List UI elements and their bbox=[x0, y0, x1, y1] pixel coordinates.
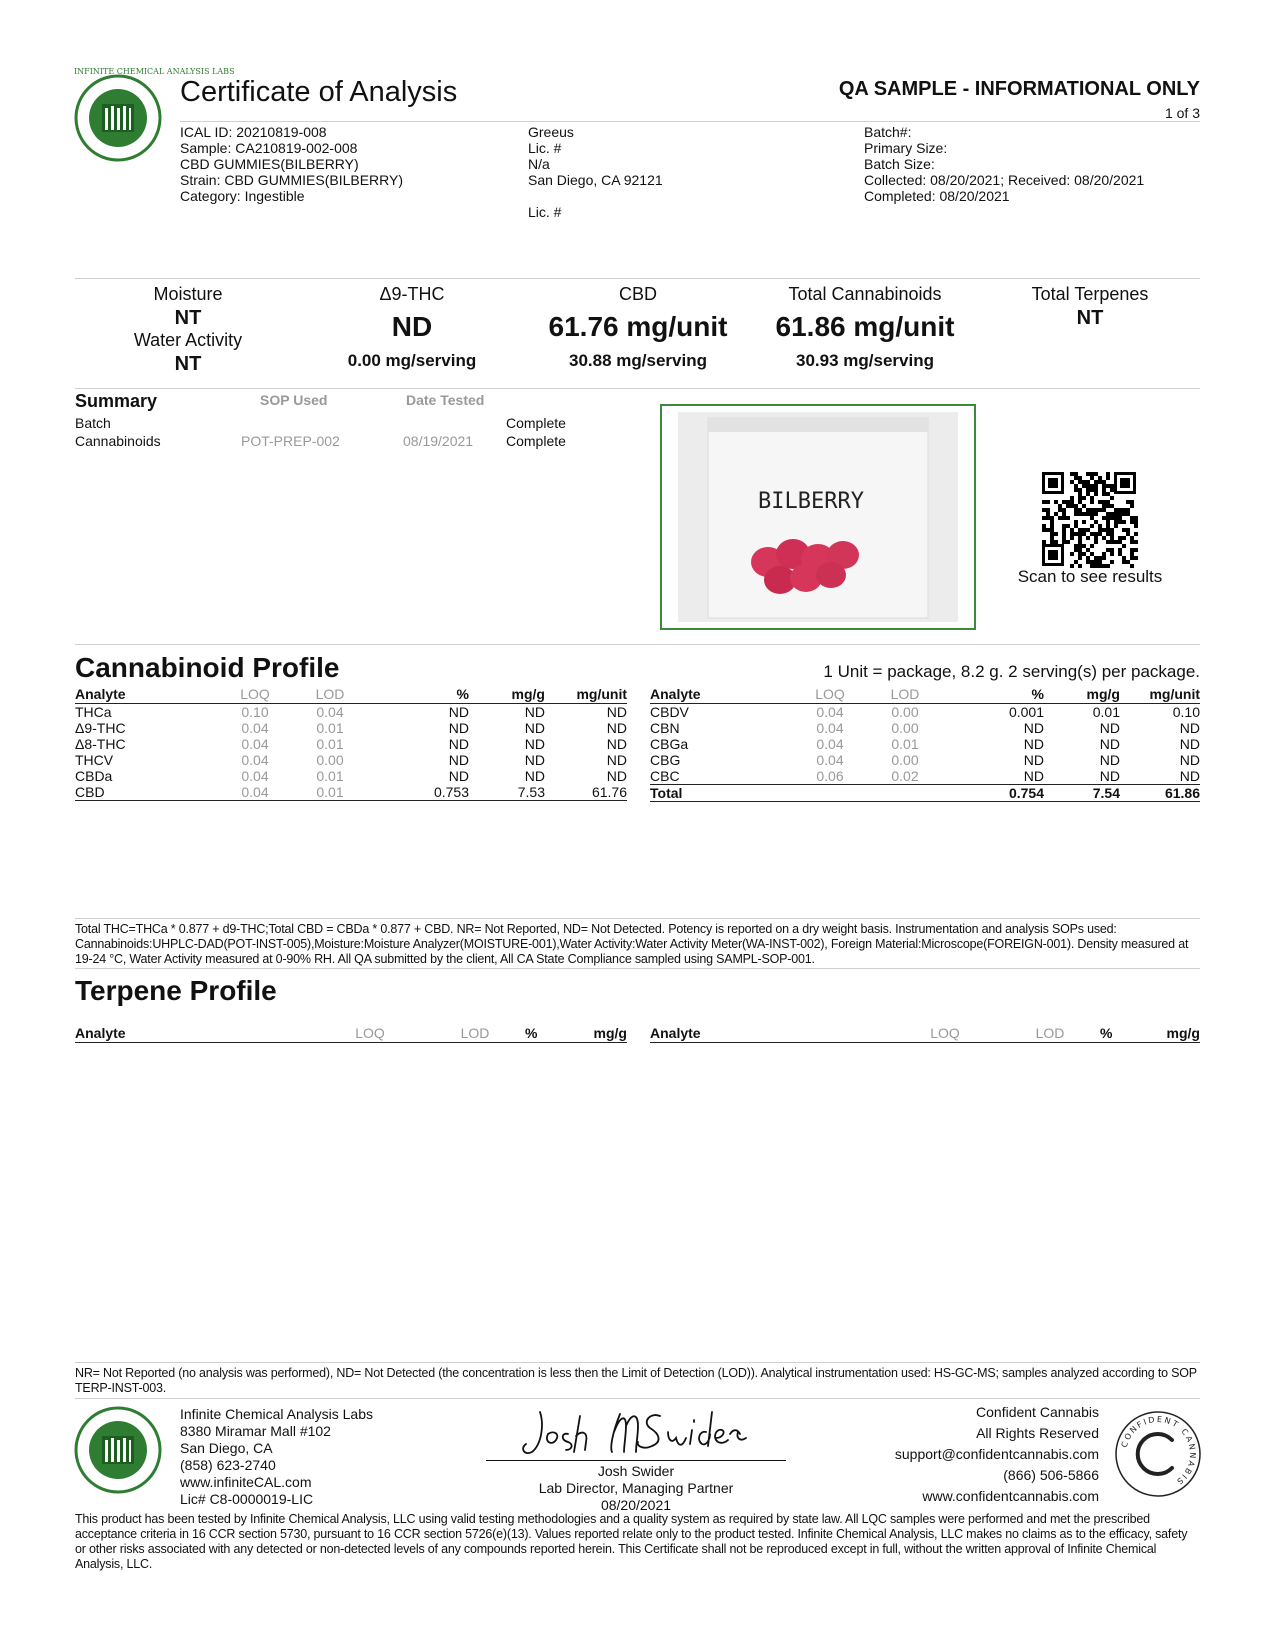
sample-photo bbox=[678, 412, 958, 622]
client-license-2: Lic. # bbox=[528, 204, 562, 220]
cell-lod: 0.00 bbox=[891, 752, 919, 768]
ical-id: ICAL ID: 20210819-008 bbox=[180, 124, 327, 140]
lab-street: 8380 Miramar Mall #102 bbox=[180, 1423, 331, 1439]
cell-mg-unit: ND bbox=[606, 768, 627, 784]
sample-photo-frame bbox=[660, 404, 976, 630]
cell-mg-g: ND bbox=[1099, 720, 1120, 736]
qa-sample-label: QA SAMPLE - INFORMATIONAL ONLY bbox=[838, 78, 1200, 100]
terp-col-percent: % bbox=[525, 1026, 565, 1043]
terp-col-loq: LOQ bbox=[890, 1026, 1000, 1043]
total-cannabinoids-label: Total Cannabinoids bbox=[788, 284, 942, 304]
client-name: Greeus bbox=[528, 124, 574, 140]
cell-loq: 0.04 bbox=[241, 768, 269, 784]
col-percent: % bbox=[950, 687, 1044, 704]
cell-lod: 0.01 bbox=[891, 736, 919, 752]
cc-website[interactable]: www.confidentcannabis.com bbox=[922, 1488, 1099, 1504]
total-analyte: Total bbox=[650, 785, 800, 802]
cell-lod: 0.01 bbox=[316, 768, 344, 784]
header-divider bbox=[180, 121, 1200, 122]
cell-percent: ND bbox=[448, 720, 469, 736]
cell-loq: 0.04 bbox=[241, 720, 269, 736]
qr-caption: Scan to see results bbox=[1017, 567, 1163, 586]
metric-d9-thc bbox=[302, 284, 522, 371]
signer-title: Lab Director, Managing Partner bbox=[538, 1480, 734, 1496]
cell-analyte: CBC bbox=[650, 768, 680, 784]
cell-percent: 0.753 bbox=[375, 784, 469, 801]
water-activity-value: NT bbox=[174, 353, 202, 375]
terp-col-percent: % bbox=[1100, 1026, 1140, 1043]
bag-label-text: BILBERRY bbox=[758, 489, 864, 514]
batch-size: Batch Size: bbox=[864, 156, 935, 172]
cc-rights: All Rights Reserved bbox=[976, 1425, 1099, 1441]
cell-mg-g: ND bbox=[1099, 752, 1120, 768]
lab-logo-seal-footer bbox=[74, 1406, 162, 1494]
summary-row-cannabinoids-sop: POT-PREP-002 bbox=[241, 433, 340, 449]
summary-row-batch-name: Batch bbox=[75, 415, 111, 431]
terp-col-lod: LOD bbox=[425, 1026, 525, 1043]
total-cannabinoids-serving: 30.93 mg/serving bbox=[796, 351, 934, 370]
cell-mg-g: ND bbox=[1099, 768, 1120, 784]
terpene-table-left bbox=[75, 1026, 627, 1043]
lab-phone: (858) 623-2740 bbox=[180, 1457, 276, 1473]
cell-analyte: CBDV bbox=[650, 704, 689, 720]
summary-row-cannabinoids-name: Cannabinoids bbox=[75, 433, 161, 449]
lab-website[interactable]: www.infiniteCAL.com bbox=[180, 1474, 312, 1490]
col-analyte: Analyte bbox=[75, 687, 225, 704]
col-percent: % bbox=[375, 687, 469, 704]
table-row bbox=[75, 784, 627, 801]
terpene-method-note: NR= Not Reported (no analysis was performed), ND= Not Detected (the concentration is less then the Limit of Detection (LOD)). Analytical instrumentation used: HS-GC-MS; samples analyzed according to SOP TERP-INST-003. bbox=[75, 1366, 1197, 1395]
signature-image bbox=[510, 1404, 770, 1460]
cell-lod: 0.01 bbox=[316, 736, 344, 752]
col-mg-g: mg/g bbox=[1044, 687, 1120, 704]
cell-mg-unit: ND bbox=[1179, 736, 1200, 752]
table-row bbox=[650, 704, 1200, 721]
cannabinoid-profile-title: Cannabinoid Profile bbox=[75, 652, 340, 683]
note-top-divider bbox=[75, 918, 1200, 919]
terp-col-analyte: Analyte bbox=[650, 1026, 890, 1043]
cell-loq: 0.04 bbox=[816, 752, 844, 768]
cell-mg-g: ND bbox=[524, 720, 545, 736]
table-row bbox=[650, 752, 1200, 768]
confident-cannabis-logo bbox=[1114, 1410, 1202, 1498]
summary-col-date: Date Tested bbox=[406, 392, 485, 408]
summary-row-batch-status: Complete bbox=[506, 415, 566, 431]
cell-loq: 0.04 bbox=[225, 784, 285, 801]
cell-lod: 0.00 bbox=[891, 720, 919, 736]
cell-mg-unit: 0.10 bbox=[1172, 704, 1200, 720]
moisture-value: NT bbox=[174, 307, 202, 329]
col-mg-g: mg/g bbox=[469, 687, 545, 704]
cell-loq: 0.10 bbox=[241, 704, 269, 720]
terp-col-analyte: Analyte bbox=[75, 1026, 315, 1043]
metric-total-terpenes bbox=[980, 284, 1200, 330]
cell-analyte: CBN bbox=[650, 720, 680, 736]
lab-logo-seal bbox=[74, 67, 235, 162]
signer-block bbox=[486, 1463, 786, 1514]
terpene-profile-title: Terpene Profile bbox=[75, 975, 277, 1006]
note-bottom-divider bbox=[75, 968, 1200, 969]
sample-id: Sample: CA210819-002-008 bbox=[180, 140, 358, 156]
total-row bbox=[650, 785, 1200, 802]
col-lod: LOD bbox=[860, 687, 950, 704]
total-lod bbox=[860, 785, 950, 802]
col-loq: LOQ bbox=[800, 687, 860, 704]
cell-analyte: THCV bbox=[75, 752, 114, 768]
cell-mg-unit: ND bbox=[1179, 752, 1200, 768]
col-mg-unit: mg/unit bbox=[1120, 687, 1200, 704]
cell-analyte: Δ9-THC bbox=[75, 720, 126, 736]
cell-lod: 0.04 bbox=[316, 704, 344, 720]
cell-percent: ND bbox=[1023, 720, 1044, 736]
cell-mg-unit: ND bbox=[1179, 720, 1200, 736]
signature-line bbox=[486, 1460, 786, 1461]
cell-loq: 0.04 bbox=[816, 704, 844, 720]
cell-loq: 0.04 bbox=[816, 736, 844, 752]
table-row bbox=[75, 704, 627, 721]
cell-loq: 0.04 bbox=[241, 752, 269, 768]
lab-city: San Diego, CA bbox=[180, 1440, 273, 1456]
cell-loq: 0.04 bbox=[241, 736, 269, 752]
lab-address bbox=[180, 1406, 373, 1508]
cell-percent: ND bbox=[1023, 752, 1044, 768]
client-license: Lic. # bbox=[528, 140, 562, 156]
metrics-bottom-divider bbox=[75, 388, 1200, 389]
table-row bbox=[650, 768, 1200, 785]
client-address-line: N/a bbox=[528, 156, 550, 172]
completed-date: Completed: 08/20/2021 bbox=[864, 188, 1010, 204]
summary-row-cannabinoids-date: 08/19/2021 bbox=[403, 433, 474, 449]
cell-percent: ND bbox=[1023, 736, 1044, 752]
cell-mg-g: ND bbox=[1099, 736, 1120, 752]
table-row bbox=[650, 736, 1200, 752]
cell-percent: ND bbox=[448, 736, 469, 752]
cell-mg-unit: ND bbox=[606, 720, 627, 736]
cc-phone: (866) 506-5866 bbox=[1003, 1467, 1099, 1483]
summary-title: Summary bbox=[75, 391, 158, 411]
page-number: 1 of 3 bbox=[1164, 105, 1200, 121]
cbd-value: 61.76 mg/unit bbox=[548, 311, 728, 342]
terp-col-loq: LOQ bbox=[315, 1026, 425, 1043]
summary-row-cannabinoids-status: Complete bbox=[506, 433, 566, 449]
d9-thc-label: Δ9-THC bbox=[379, 284, 445, 304]
cell-lod: 0.00 bbox=[316, 752, 344, 768]
metric-total-cannabinoids bbox=[750, 284, 980, 371]
cell-mg-unit: ND bbox=[1179, 768, 1200, 784]
product-name: CBD GUMMIES(BILBERRY) bbox=[180, 156, 359, 172]
sample-info bbox=[180, 124, 403, 204]
legal-disclaimer: This product has been tested by Infinite Chemical Analysis, LLC using valid testing methodologies and a quality system as required by state law. All LQC samples were performed and met the prescribed acceptance criteria in 16 CCR section 5730, pursuant to 16 CCR section 5726(e)(13). Values reported relate only to the product tested. Infinite Chemical Analysis, LLC makes no claims as to the efficacy, safety or other risks associated with any detected or non-detected levels of any compounds reported herein. This Certificate shall not be reproduced except in full, without the written approval of Infinite Chemical Analysis, LLC. bbox=[75, 1512, 1188, 1571]
summary-col-sop: SOP Used bbox=[260, 392, 328, 408]
terpene-table-right bbox=[650, 1026, 1200, 1043]
cc-name: Confident Cannabis bbox=[976, 1404, 1099, 1420]
cell-percent: ND bbox=[448, 704, 469, 720]
d9-thc-serving: 0.00 mg/serving bbox=[347, 351, 477, 370]
primary-size: Primary Size: bbox=[864, 140, 948, 156]
cbd-serving: 30.88 mg/serving bbox=[569, 351, 707, 370]
seal-ring-text: INFINITE CHEMICAL ANALYSIS LABS bbox=[74, 67, 235, 76]
cell-mg-g: 7.53 bbox=[469, 784, 545, 801]
cell-percent: ND bbox=[448, 752, 469, 768]
table-row bbox=[75, 720, 627, 736]
collected-received: Collected: 08/20/2021; Received: 08/20/2021 bbox=[864, 172, 1145, 188]
cell-mg-g: ND bbox=[524, 736, 545, 752]
cell-analyte: Δ8-THC bbox=[75, 736, 126, 752]
table-row bbox=[75, 752, 627, 768]
qr-code[interactable] bbox=[1042, 472, 1136, 566]
sign-date: 08/20/2021 bbox=[600, 1497, 672, 1513]
total-terpenes-value: NT bbox=[1076, 307, 1104, 329]
cell-percent: ND bbox=[1023, 768, 1044, 784]
total-terpenes-label: Total Terpenes bbox=[1031, 284, 1149, 304]
cc-logo-ring-text: CONFIDENT CANNABIS bbox=[1119, 1414, 1198, 1487]
signer-name: Josh Swider bbox=[597, 1463, 675, 1479]
cell-lod: 0.01 bbox=[316, 720, 344, 736]
client-info bbox=[528, 124, 663, 220]
cell-lod: 0.00 bbox=[891, 704, 919, 720]
table-row bbox=[75, 768, 627, 784]
total-mg-unit: 61.86 bbox=[1120, 785, 1200, 802]
batch-info bbox=[864, 124, 1144, 204]
cell-percent: 0.001 bbox=[1008, 704, 1044, 720]
terp-col-mg-g: mg/g bbox=[565, 1026, 627, 1043]
cc-email[interactable]: support@confidentcannabis.com bbox=[894, 1446, 1099, 1462]
terpene-note-top-divider bbox=[75, 1362, 1200, 1363]
cell-percent: ND bbox=[448, 768, 469, 784]
col-mg-unit: mg/unit bbox=[545, 687, 627, 704]
unit-note: 1 Unit = package, 8.2 g. 2 serving(s) per package. bbox=[823, 662, 1200, 681]
client-spacer bbox=[528, 188, 663, 204]
cell-analyte: CBDa bbox=[75, 768, 113, 784]
client-city: San Diego, CA 92121 bbox=[528, 172, 663, 188]
total-percent: 0.754 bbox=[950, 785, 1044, 802]
cannabinoid-table-left bbox=[75, 687, 627, 801]
table-row bbox=[75, 736, 627, 752]
footer-top-divider bbox=[75, 1398, 1200, 1399]
cell-analyte: CBGa bbox=[650, 736, 689, 752]
cell-analyte: CBD bbox=[75, 784, 225, 801]
cbd-label: CBD bbox=[618, 284, 657, 304]
metric-cbd bbox=[528, 284, 748, 371]
lab-name: Infinite Chemical Analysis Labs bbox=[180, 1406, 373, 1422]
water-activity-label: Water Activity bbox=[133, 330, 243, 350]
col-loq: LOQ bbox=[225, 687, 285, 704]
confident-cannabis-info bbox=[895, 1402, 1099, 1507]
cannabinoid-method-note: Total THC=THCa * 0.877 + d9-THC;Total CBD = CBDa * 0.877 + CBD. NR= Not Reported, ND= Not Detected. Potency is reported on a dry weight basis. Instrumentation and analysis SOPs used: Cannabinoids:UHPLC-DAD(POT-INST-005),Moisture:Moisture Analyzer(MOISTURE-001),Water Activity:Water Activity Meter(WA-INST-002), Foreign Material:Microscope(FOREIGN-001). Density measured at 19-24 °C, Water Activity measured at 0-90% RH. All QA submitted by the client, All CA State Compliance sampled using SAMPL-SOP-001. bbox=[75, 922, 1189, 966]
d9-thc-value: ND bbox=[391, 311, 433, 342]
cell-mg-unit: ND bbox=[606, 736, 627, 752]
cell-loq: 0.04 bbox=[816, 720, 844, 736]
terp-col-lod: LOD bbox=[1000, 1026, 1100, 1043]
cell-lod: 0.02 bbox=[891, 768, 919, 784]
cell-mg-unit: ND bbox=[606, 704, 627, 720]
cell-lod: 0.01 bbox=[285, 784, 375, 801]
col-lod: LOD bbox=[285, 687, 375, 704]
document-title: Certificate of Analysis bbox=[180, 76, 458, 108]
total-cannabinoids-value: 61.86 mg/unit bbox=[775, 311, 955, 342]
cell-analyte: CBG bbox=[650, 752, 681, 768]
cell-loq: 0.06 bbox=[816, 768, 844, 784]
table-row bbox=[650, 720, 1200, 736]
cell-analyte: THCa bbox=[75, 704, 112, 720]
metrics-top-divider bbox=[75, 278, 1200, 279]
strain: Strain: CBD GUMMIES(BILBERRY) bbox=[180, 172, 404, 188]
total-mg-g: 7.54 bbox=[1044, 785, 1120, 802]
cell-mg-g: ND bbox=[524, 768, 545, 784]
cell-mg-g: 0.01 bbox=[1092, 704, 1120, 720]
batch-number: Batch#: bbox=[864, 124, 912, 140]
cell-mg-unit: 61.76 bbox=[545, 784, 627, 801]
cell-mg-unit: ND bbox=[606, 752, 627, 768]
metric-moisture bbox=[78, 284, 298, 376]
lab-license: Lic# C8-0000019-LIC bbox=[180, 1491, 314, 1507]
col-analyte: Analyte bbox=[650, 687, 800, 704]
category: Category: Ingestible bbox=[180, 188, 305, 204]
cell-mg-g: ND bbox=[524, 752, 545, 768]
moisture-label: Moisture bbox=[153, 284, 223, 304]
cannabinoid-table-right bbox=[650, 687, 1200, 802]
profile-divider bbox=[75, 644, 1200, 645]
terp-col-mg-g: mg/g bbox=[1140, 1026, 1200, 1043]
cell-mg-g: ND bbox=[524, 704, 545, 720]
total-loq bbox=[800, 785, 860, 802]
